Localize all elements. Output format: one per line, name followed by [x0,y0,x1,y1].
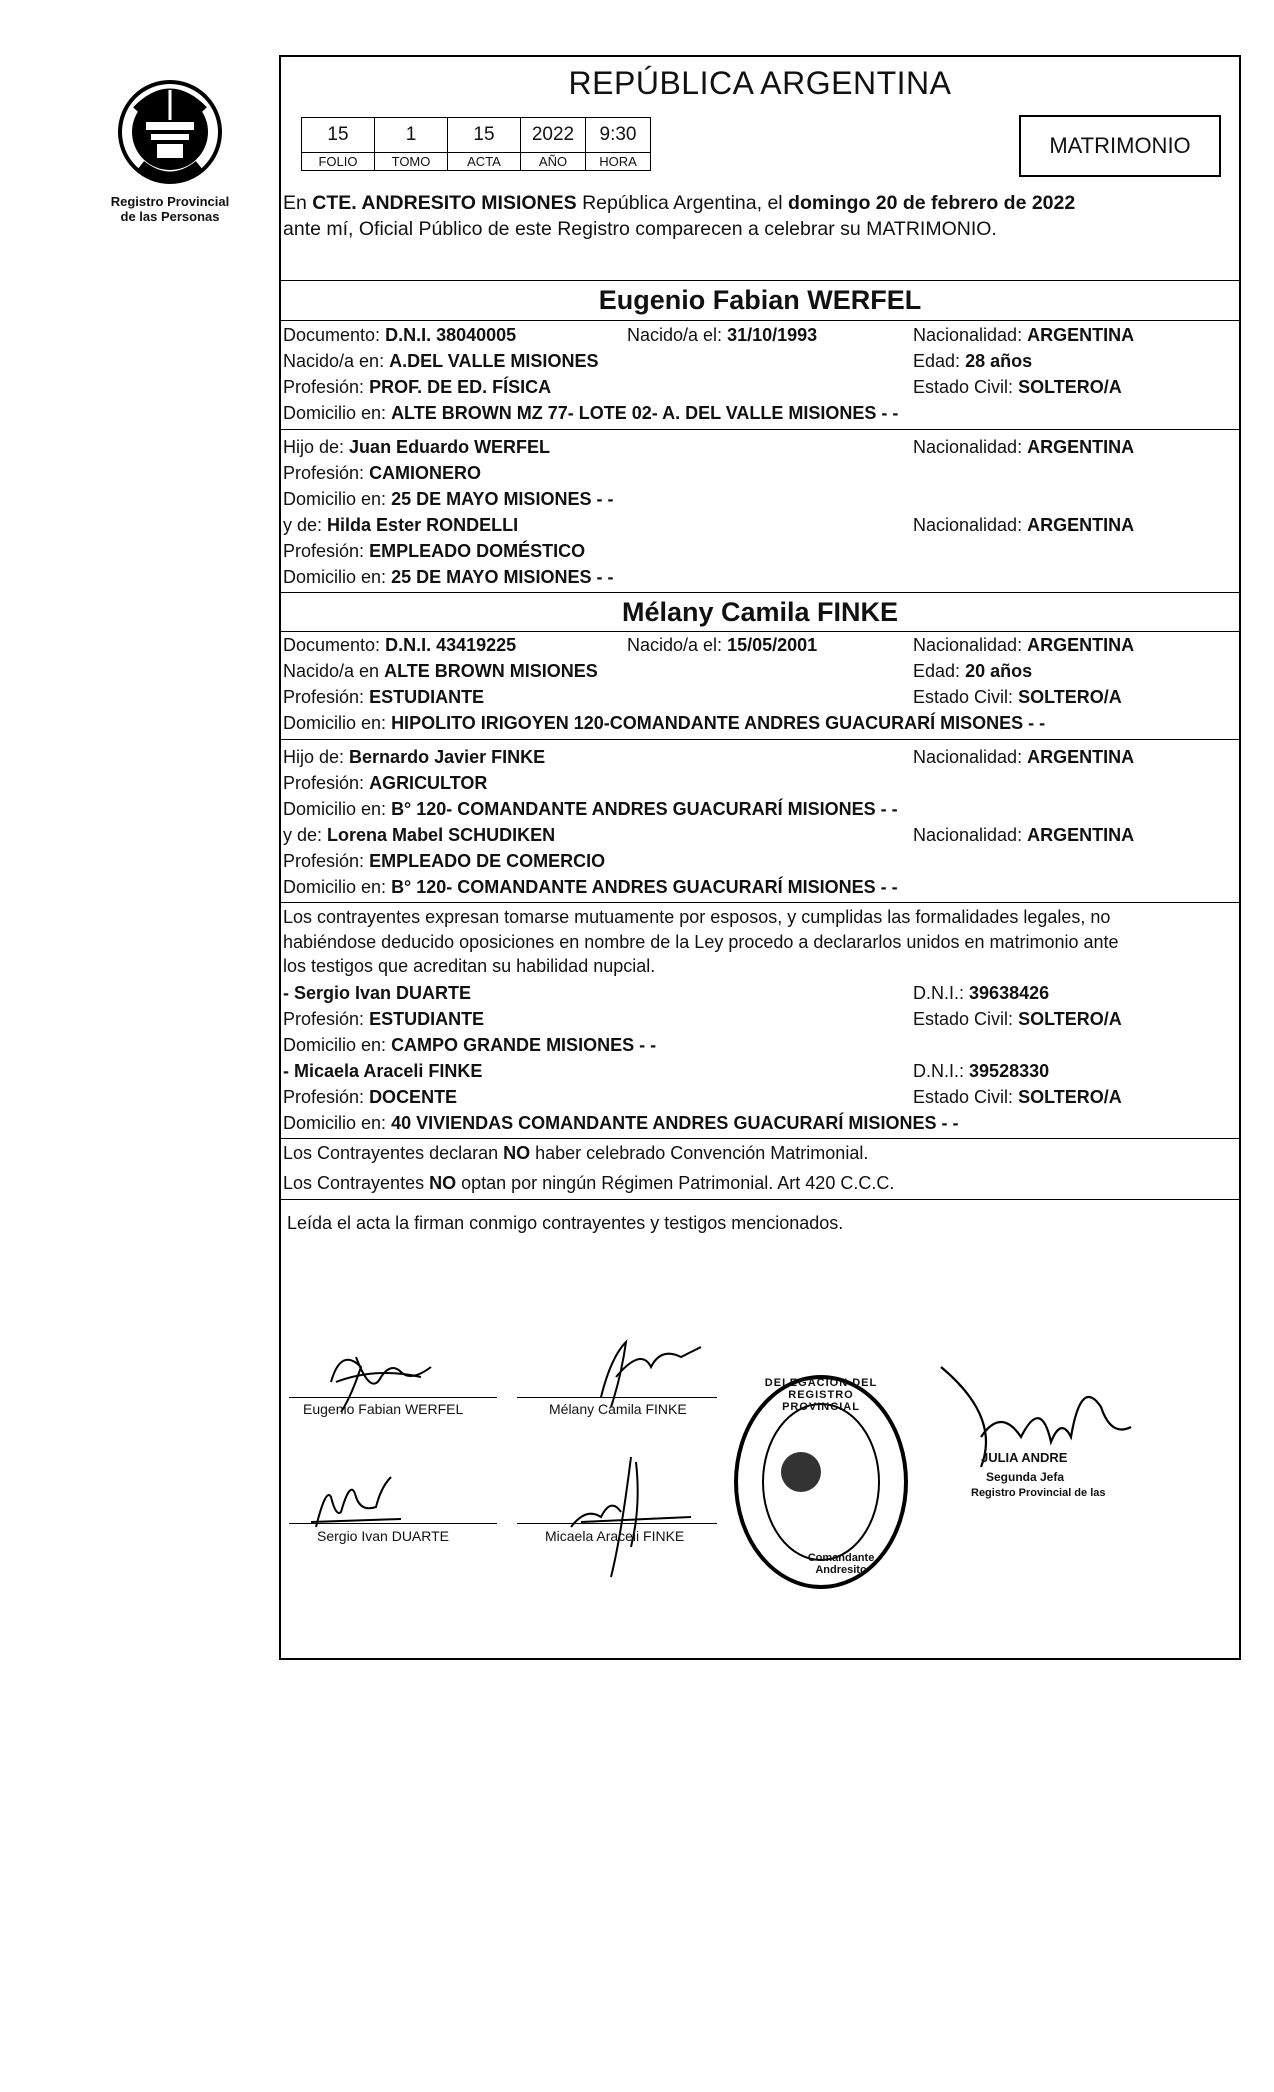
divider [281,429,1239,430]
spouse1-mother-prof: Profesión: EMPLEADO DOMÉSTICO [283,541,586,561]
intro-place: CTE. ANDRESITO MISIONES [312,192,577,214]
registry-logo [100,70,240,224]
intro-line-2: ante mí, Oficial Público de este Registro comparecen a celebrar su MATRIMONIO. [283,218,997,240]
spouse1-row-dom: Domicilio en: ALTE BROWN MZ 77- LOTE 02- A. DEL VALLE MISIONES - - [283,403,899,423]
tomo-value: 1 [375,118,448,153]
divider [281,592,1239,593]
spouse2-row-dom: Domicilio en: HIPOLITO IRIGOYEN 120-COMANDANTE ANDRES GUACURARÍ MISONES - - [283,713,1046,733]
acta-value: 15 [448,118,521,153]
signature-name-1: Eugenio Fabian WERFEL [303,1401,464,1417]
spouse2-name: Mélany Camila FINKE [621,597,899,627]
divider [281,280,1239,281]
official-title-2: Registro Provincial de las [971,1487,1106,1499]
closing-text: Leída el acta la firman conmigo contrayentes y testigos mencionados. [287,1213,844,1233]
spouse2-mother-dom: Domicilio en: B° 120- COMANDANTE ANDRES GUACURARÍ MISIONES - - [283,877,898,897]
official-title-1: Segunda Jefa [986,1470,1065,1484]
convention-line-2: Los Contrayentes NO optan por ningún Régimen Patrimonial. Art 420 C.C.C. [283,1173,895,1193]
divider [281,1138,1239,1139]
spouse2-row-birthplace: Nacido/a en ALTE BROWN MISIONES Edad: 20 años [283,661,1033,681]
signature-stroke [571,1457,691,1577]
declaration-paragraph: Los contrayentes expresan tomarse mutuamente por esposos, y cumplidas las formalidades legales, no habiéndose deducido oposiciones en nombre de la Ley procedo a declararlos unidos en matrimonio ante los testigos que acreditan su habilidad nupcial. [283,907,1119,976]
certificate-frame [279,55,1241,1660]
province-seal-icon [111,70,229,188]
spouse2-father-dom: Domicilio en: B° 120- COMANDANTE ANDRES GUACURARÍ MISIONES - - [283,799,898,819]
spouse2-mother-prof: Profesión: EMPLEADO DE COMERCIO [283,851,606,871]
divider [281,320,1239,321]
spouse2-row-prof: Profesión: ESTUDIANTE Estado Civil: SOLTERO/A [283,687,1122,707]
signature-name-3: Sergio Ivan DUARTE [317,1528,450,1544]
divider [281,902,1239,903]
convention-line-1: Los Contrayentes declaran NO haber celebrado Convención Matrimonial. [283,1143,869,1163]
witness1-row-dom: Domicilio en: CAMPO GRANDE MISIONES - - [283,1035,657,1055]
witness1-row-prof: Profesión: ESTUDIANTE Estado Civil: SOLTERO/A [283,1009,1122,1029]
stamp-ring-text: DELEGACION DEL REGISTRO PROVINCIAL [764,1377,878,1413]
spouse1-mother-dom: Domicilio en: 25 DE MAYO MISIONES - - [283,567,614,587]
divider [281,739,1239,740]
witness2-row-prof: Profesión: DOCENTE Estado Civil: SOLTERO/A [283,1087,1122,1107]
signature-line [517,1397,717,1398]
signature-line [517,1523,717,1524]
caption-line-1: Registro Provincial [110,194,230,209]
witness1-row-name: - Sergio Ivan DUARTE D.N.I.: 39638426 [283,983,1050,1003]
folio-value: 15 [302,118,375,153]
hora-value: 9:30 [586,118,651,153]
caption-line-2: de las Personas [120,209,220,224]
tomo-label: TOMO [375,153,448,171]
spouse1-father-prof: Profesión: CAMIONERO [283,463,482,483]
spouse1-father-dom: Domicilio en: 25 DE MAYO MISIONES - - [283,489,614,509]
spouse1-father-row: Hijo de: Juan Eduardo WERFEL Nacionalidad: ARGENTINA [283,437,1135,457]
registry-fields-table [301,117,651,171]
spouse2-mother-row: y de: Lorena Mabel SCHUDIKEN Nacionalidad: ARGENTINA [283,825,1135,845]
signature-name-2: Mélany Camila FINKE [549,1401,687,1417]
signature-area [281,1337,1239,1597]
hora-label: HORA [586,153,651,171]
intro-date: domingo 20 de febrero de 2022 [788,192,1076,214]
official-name: JULIA ANDRE [981,1450,1068,1465]
handwritten-signatures [281,1337,1239,1597]
witness2-row-dom: Domicilio en: 40 VIVIENDAS COMANDANTE ANDRES GUACURARÍ MISIONES - - [283,1113,959,1133]
signature-line [289,1397,497,1398]
witness2-row-name: - Micaela Araceli FINKE D.N.I.: 39528330 [283,1061,1050,1081]
divider [281,631,1239,632]
spouse1-name: Eugenio Fabian WERFEL [598,285,922,315]
signature-line [289,1523,497,1524]
acta-label: ACTA [448,153,521,171]
registry-caption [100,194,240,224]
signature-name-4: Micaela Araceli FINKE [545,1528,685,1544]
spouse2-father-row: Hijo de: Bernardo Javier FINKE Nacionalidad: ARGENTINA [283,747,1135,767]
stamp-inner-text: Comandante Andresito [807,1552,875,1576]
intro-paragraph: En CTE. ANDRESITO MISIONES República Argentina, el domingo 20 de febrero de 2022 ante mí, Oficial Público de este Registro comparecen a celebrar su MATRIMONIO. [281,190,1239,242]
spouse1-row-prof: Profesión: PROF. DE ED. FÍSICA Estado Civil: SOLTERO/A [283,377,1122,397]
ano-value: 2022 [521,118,586,153]
spouse2-row-doc: Documento: D.N.I. 43419225 Nacido/a el: 15/05/2001 Nacionalidad: ARGENTINA [283,635,1135,655]
divider [281,1199,1239,1200]
spouse2-father-prof: Profesión: AGRICULTOR [283,773,488,793]
spouse1-mother-row: y de: Hilda Ester RONDELLI Nacionalidad: ARGENTINA [283,515,1135,535]
spouse1-row-birthplace: Nacido/a en: A.DEL VALLE MISIONES Edad: 28 años [283,351,1033,371]
record-type-box: MATRIMONIO [1019,115,1221,177]
spouse1-row-doc: Documento: D.N.I. 38040005 Nacido/a el: 31/10/1993 Nacionalidad: ARGENTINA [283,325,1135,345]
folio-label: FOLIO [302,153,375,171]
ano-label: AÑO [521,153,586,171]
document-title: REPÚBLICA ARGENTINA [568,65,952,101]
signature-stroke [311,1477,401,1527]
